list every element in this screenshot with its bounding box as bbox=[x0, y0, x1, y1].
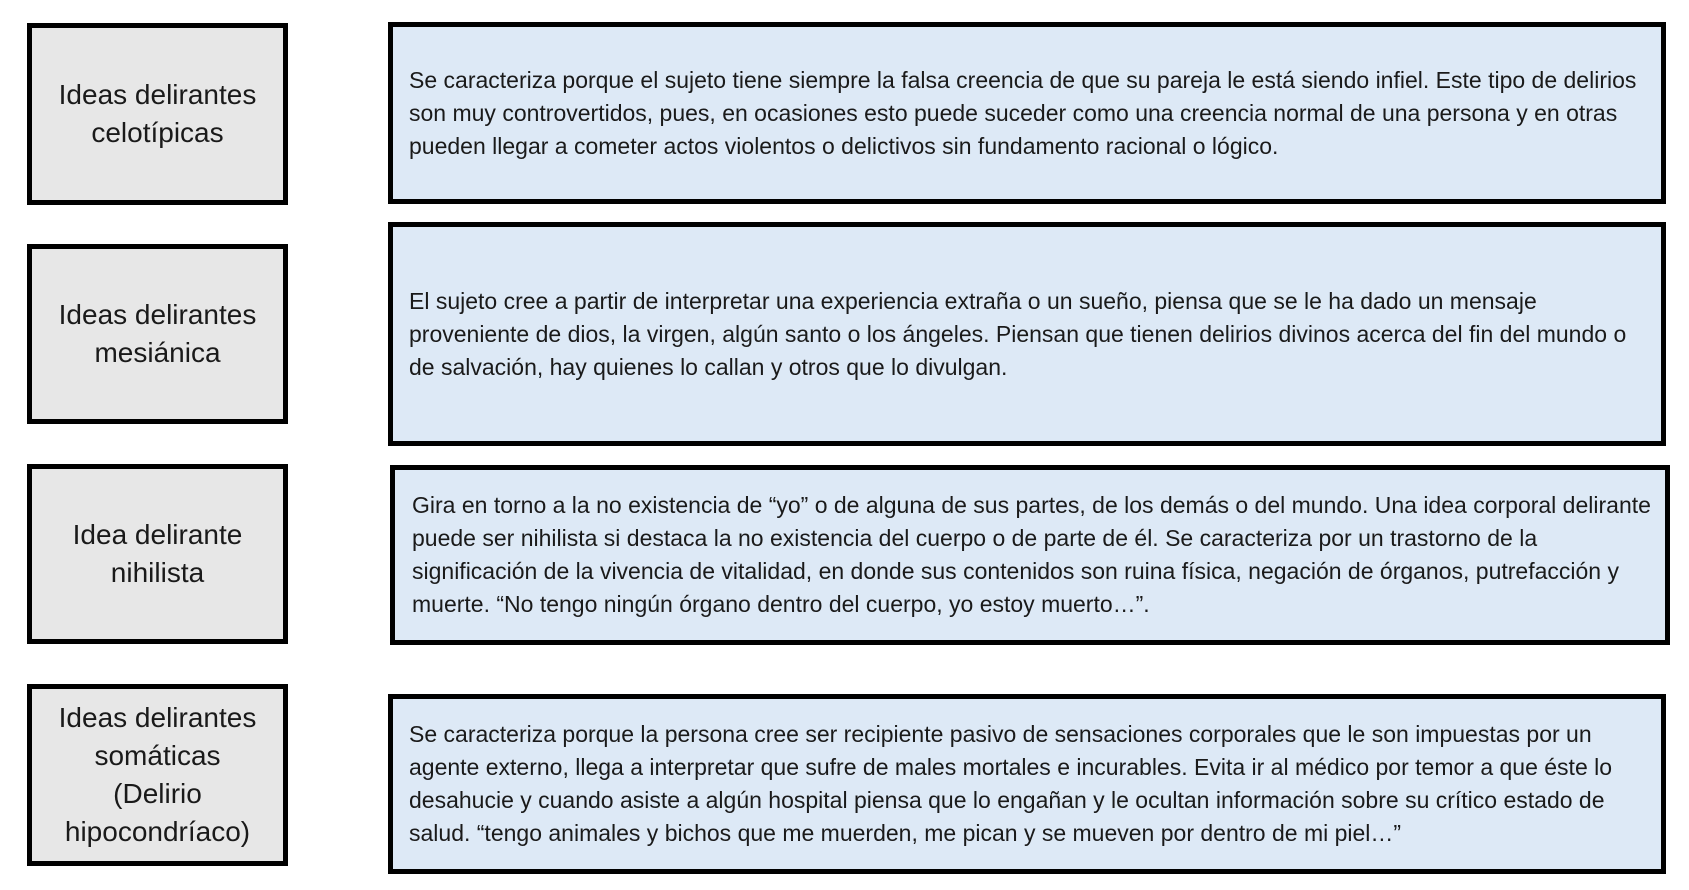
description-box-mesianica bbox=[388, 222, 1666, 446]
term-label: Idea delirante nihilista bbox=[72, 519, 243, 588]
term-box-celotipicas bbox=[27, 23, 288, 205]
description-box-somaticas bbox=[388, 694, 1666, 874]
term-box-somaticas bbox=[27, 684, 288, 866]
description-box-nihilista bbox=[390, 465, 1670, 645]
description-text: Gira en torno a la no existencia de “yo” o de alguna de sus partes, de los demás o del mundo. Una idea corporal delirante puede ser nihilista si destaca la no existencia del cuerpo o de parte de él. Se caracteriza por un trastorno de la significación de la vivencia de vitalidad, en donde sus contenidos son ruina física, negación de órganos, putrefacción y muerte. “No tengo ningún órgano dentro del cuerpo, yo estoy muerto…”. bbox=[412, 492, 1651, 617]
description-box-celotipicas bbox=[388, 22, 1666, 204]
term-label: Ideas delirantes somáticas (Delirio hipocondríaco) bbox=[58, 702, 257, 847]
description-text: Se caracteriza porque la persona cree ser recipiente pasivo de sensaciones corporales que le son impuestas por un agente externo, llega a interpretar que sufre de males mortales e incurables. Evita ir al médico por temor a que éste lo desahucie y cuando asiste a algún hospital piensa que lo engañan y le ocultan información sobre su crítico estado de salud. “tengo animales y bichos que me muerden, me pican y se mueven por dentro de mi piel…” bbox=[409, 721, 1613, 846]
term-box-mesianica bbox=[27, 244, 288, 424]
description-text: Se caracteriza porque el sujeto tiene siempre la falsa creencia de que su pareja le está siendo infiel. Este tipo de delirios son muy controvertidos, pues, en ocasiones esto puede suceder como una creencia normal de una persona y en otras pueden llegar a cometer actos violentos o delictivos sin fundamento racional o lógico. bbox=[409, 66, 1637, 159]
description-text: El sujeto cree a partir de interpretar una experiencia extraña o un sueño, piensa que se le ha dado un mensaje proveniente de dios, la virgen, algún santo o los ángeles. Piensan que tienen delirios divinos acerca del fin del mundo o de salvación, hay quienes lo callan y otros que lo divulgan. bbox=[409, 287, 1627, 380]
term-box-nihilista bbox=[27, 464, 288, 644]
term-label: Ideas delirantes celotípicas bbox=[58, 79, 257, 148]
term-label: Ideas delirantes mesiánica bbox=[58, 299, 257, 368]
